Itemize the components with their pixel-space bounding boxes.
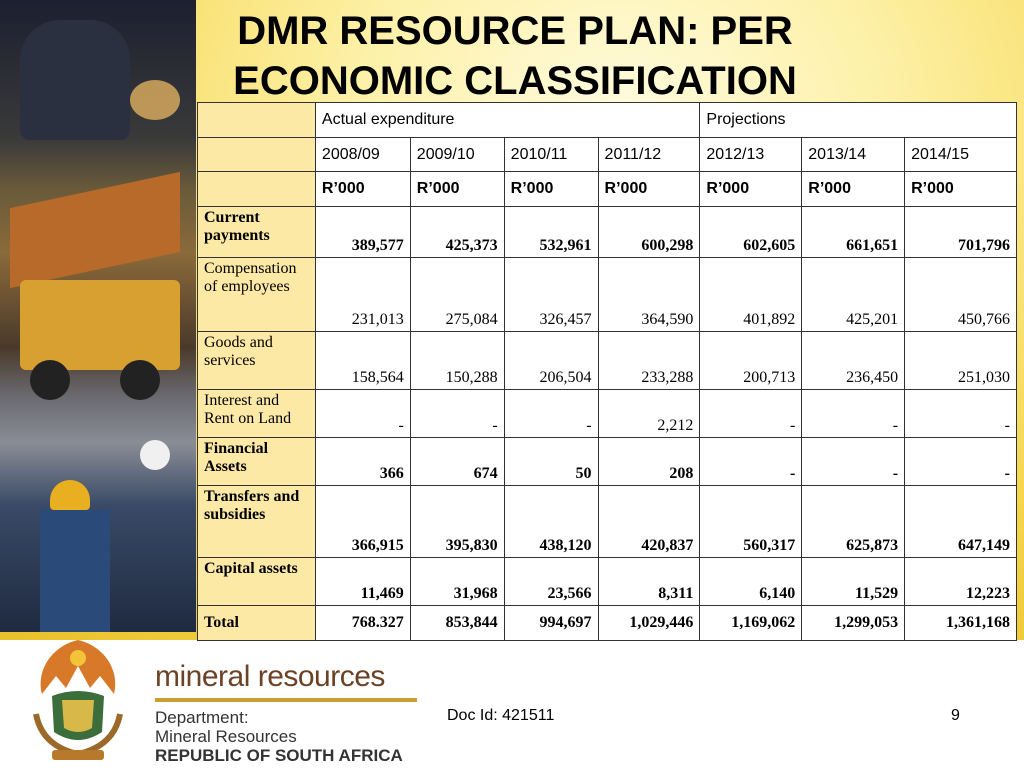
unit-header: R’000: [504, 172, 598, 207]
table-cell: -: [802, 390, 905, 438]
table-cell: 366,915: [315, 486, 410, 558]
table-cell: 200,713: [700, 332, 802, 390]
table-cell: 11,529: [802, 558, 905, 606]
actual-expenditure-header: Actual expenditure: [315, 103, 699, 138]
unit-header: R’000: [598, 172, 700, 207]
table-cell: 1,299,053: [802, 606, 905, 641]
table-cell: 425,201: [802, 258, 905, 332]
table-cell: 50: [504, 438, 598, 486]
table-cell: -: [410, 390, 504, 438]
table-cell: 701,796: [905, 207, 1017, 258]
page-number: 9: [951, 707, 960, 724]
table-cell: 12,223: [905, 558, 1017, 606]
header-corner: [198, 172, 316, 207]
unit-header: R’000: [905, 172, 1017, 207]
table-cell: 233,288: [598, 332, 700, 390]
table-cell: 206,504: [504, 332, 598, 390]
table-cell: 994,697: [504, 606, 598, 641]
department-line-1: Department:: [155, 708, 249, 727]
table-cell: 438,120: [504, 486, 598, 558]
department-line-2: Mineral Resources: [155, 727, 297, 746]
table-cell: 560,317: [700, 486, 802, 558]
year-header: 2011/12: [598, 138, 700, 172]
table-cell: 674: [410, 438, 504, 486]
year-header: 2009/10: [410, 138, 504, 172]
table-cell: 208: [598, 438, 700, 486]
table-cell: 602,605: [700, 207, 802, 258]
table-cell: -: [905, 438, 1017, 486]
table-cell: 2,212: [598, 390, 700, 438]
coat-of-arms-logo: [22, 636, 134, 764]
table-cell: -: [700, 438, 802, 486]
unit-header: R’000: [700, 172, 802, 207]
year-header: 2012/13: [700, 138, 802, 172]
year-header-row: [198, 138, 1017, 172]
table-cell: 1,169,062: [700, 606, 802, 641]
row-label: Goods and services: [198, 332, 316, 390]
table-cell: 1,361,168: [905, 606, 1017, 641]
row-label: Capital assets: [198, 558, 316, 606]
table-cell: 532,961: [504, 207, 598, 258]
table-cell: 231,013: [315, 258, 410, 332]
row-label: Total: [198, 606, 316, 641]
table-cell: 625,873: [802, 486, 905, 558]
table-cell: 647,149: [905, 486, 1017, 558]
page-title: DMR RESOURCE PLAN: PER ECONOMIC CLASSIFICATION: [233, 9, 797, 103]
table-cell: 661,651: [802, 207, 905, 258]
table-row-interest-rent: [198, 390, 1017, 438]
year-header: 2014/15: [905, 138, 1017, 172]
table-cell: -: [802, 438, 905, 486]
document-id: Doc Id: 421511: [447, 707, 555, 724]
header-corner: [198, 138, 316, 172]
table-cell: 853,844: [410, 606, 504, 641]
table-cell: 236,450: [802, 332, 905, 390]
table-row-goods-services: [198, 332, 1017, 390]
table-cell: 1,029,446: [598, 606, 700, 641]
table-row-transfers-subsidies: [198, 486, 1017, 558]
table-cell: 395,830: [410, 486, 504, 558]
table-cell: 275,084: [410, 258, 504, 332]
table-row-compensation: [198, 258, 1017, 332]
table-row-capital-assets: [198, 558, 1017, 606]
row-label: Transfers and subsidies: [198, 486, 316, 558]
row-label: Current payments: [198, 207, 316, 258]
table-cell: 600,298: [598, 207, 700, 258]
table-cell: -: [700, 390, 802, 438]
table-cell: 768.327: [315, 606, 410, 641]
unit-header: R’000: [802, 172, 905, 207]
table-cell: 251,030: [905, 332, 1017, 390]
unit-header: R’000: [410, 172, 504, 207]
resource-plan-table: [197, 102, 1017, 641]
table-cell: 158,564: [315, 332, 410, 390]
mining-photo-strip: [0, 0, 196, 632]
table-cell: 364,590: [598, 258, 700, 332]
header-corner: [198, 103, 316, 138]
row-label: Financial Assets: [198, 438, 316, 486]
row-label: Interest and Rent on Land: [198, 390, 316, 438]
table-cell: 11,469: [315, 558, 410, 606]
table-cell: 23,566: [504, 558, 598, 606]
year-header: 2010/11: [504, 138, 598, 172]
table-cell: 8,311: [598, 558, 700, 606]
table-cell: -: [315, 390, 410, 438]
unit-header: R’000: [315, 172, 410, 207]
table-cell: -: [504, 390, 598, 438]
group-header-row: [198, 103, 1017, 138]
table-cell: 31,968: [410, 558, 504, 606]
year-header: 2013/14: [802, 138, 905, 172]
table-row-total: [198, 606, 1017, 641]
table-cell: 326,457: [504, 258, 598, 332]
table-cell: 420,837: [598, 486, 700, 558]
department-logo-text: [155, 660, 417, 766]
year-header: 2008/09: [315, 138, 410, 172]
table-cell: 389,577: [315, 207, 410, 258]
table-cell: 425,373: [410, 207, 504, 258]
table-cell: -: [905, 390, 1017, 438]
table-cell: 366: [315, 438, 410, 486]
row-label: Compensation of employees: [198, 258, 316, 332]
country-name: REPUBLIC OF SOUTH AFRICA: [155, 746, 403, 765]
table-cell: 6,140: [700, 558, 802, 606]
projections-header: Projections: [700, 103, 1017, 138]
department-name: mineral resources: [155, 660, 385, 693]
table-cell: 450,766: [905, 258, 1017, 332]
table-row-financial-assets: [198, 438, 1017, 486]
table-cell: 401,892: [700, 258, 802, 332]
department-divider: [155, 698, 417, 702]
table-cell: 150,288: [410, 332, 504, 390]
table-row-current-payments: [198, 207, 1017, 258]
unit-header-row: [198, 172, 1017, 207]
